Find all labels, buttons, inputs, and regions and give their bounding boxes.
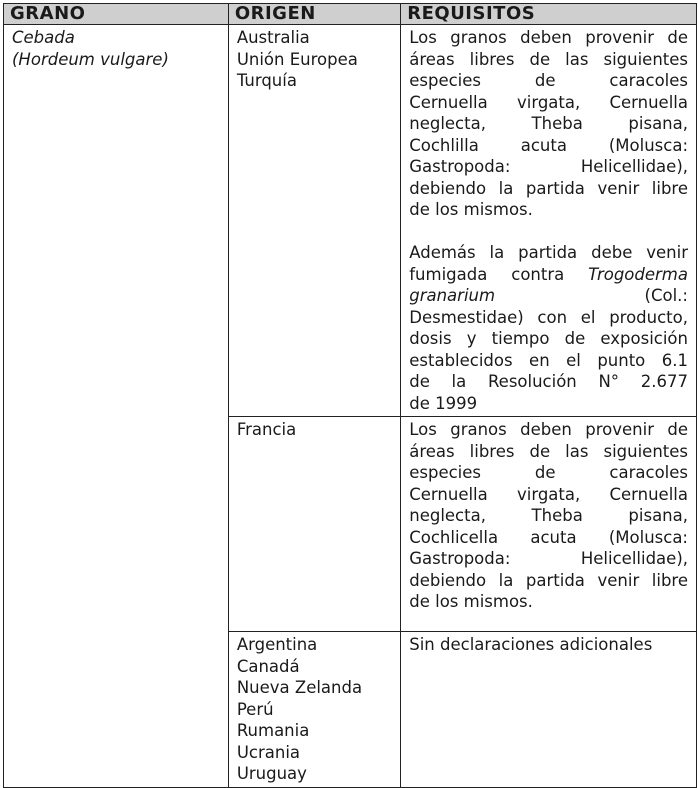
grain-cell xyxy=(4,25,229,788)
requirement-line xyxy=(409,285,688,307)
requirement-line: de los mismos. xyxy=(409,592,533,611)
requirement-line: de los mismos. xyxy=(409,200,533,219)
origin-cell xyxy=(228,632,400,788)
requirement-line: neglecta, Theba pisana, xyxy=(409,114,688,133)
requirement-line: de la Resolución N° 2.677 xyxy=(409,372,688,391)
origin-item: Rumania xyxy=(236,721,310,740)
requirement-line: Cochlilla acuta (Molusca: xyxy=(409,135,688,155)
origin-item: Unión Europea xyxy=(236,49,358,69)
requirement-line: Sin declaraciones adicionales xyxy=(409,635,653,654)
requirement-cell xyxy=(401,632,697,788)
origin-item: Canadá xyxy=(236,656,300,676)
requirement-line: Gastropoda: Helicellidae), xyxy=(409,157,688,176)
origin-item: Turquía xyxy=(236,71,297,90)
requirement-text: (Col.: xyxy=(644,286,688,305)
header-requisitos: REQUISITOS xyxy=(401,4,697,25)
origin-item: Ucrania xyxy=(236,742,301,762)
requirement-cell xyxy=(401,417,697,632)
table-row xyxy=(4,25,697,417)
requirement-cell xyxy=(401,25,697,417)
header-grano: GRANO xyxy=(4,4,229,25)
origin-item: Perú xyxy=(236,699,274,719)
requirement-line: especies de caracoles xyxy=(409,463,688,482)
requirement-line: áreas libres de las siguientes xyxy=(409,441,688,461)
requirement-line: Cernuella virgata, Cernuella xyxy=(409,484,688,504)
header-row xyxy=(4,4,697,25)
origin-cell xyxy=(228,25,400,417)
grain-scientific-name: (Hordeum vulgare) xyxy=(12,49,169,69)
requirement-text: fumigada contra xyxy=(409,264,565,284)
requirement-line: Los granos deben provenir de xyxy=(409,420,688,439)
origin-cell xyxy=(228,417,400,632)
requirement-line: debiendo la partida venir libre xyxy=(409,178,688,198)
requirement-line: Cochlicella acuta (Molusca: xyxy=(409,527,688,547)
requirement-line: establecidos en el punto 6.1 xyxy=(409,350,688,370)
origin-item: Francia xyxy=(236,420,297,439)
origin-item: Argentina xyxy=(236,635,318,654)
requirement-line: Los granos deben provenir de xyxy=(409,28,688,47)
requirement-line: Desmestidae) con el producto, xyxy=(409,307,688,327)
requirement-line xyxy=(409,264,688,286)
requirement-line: Gastropoda: Helicellidae), xyxy=(409,549,688,568)
origin-item: Uruguay xyxy=(236,764,307,783)
grain-name: Cebada xyxy=(12,28,75,47)
requirement-line: debiendo la partida venir libre xyxy=(409,570,688,590)
requirement-line: Cernuella virgata, Cernuella xyxy=(409,92,688,112)
requirement-line: Además la partida debe venir xyxy=(409,243,688,262)
requirement-line: especies de caracoles xyxy=(409,71,688,90)
requirement-line: áreas libres de las siguientes xyxy=(409,49,688,69)
requirements-table xyxy=(3,3,697,788)
origin-item: Australia xyxy=(236,28,310,47)
requirement-line: neglecta, Theba pisana, xyxy=(409,506,688,525)
species-name-italic: Trogoderma xyxy=(588,264,688,284)
paragraph-gap xyxy=(409,221,688,243)
origin-item: Nueva Zelanda xyxy=(236,678,363,697)
requirement-line: de 1999 xyxy=(409,393,478,413)
requirement-line: dosis y tiempo de exposición xyxy=(409,329,688,348)
species-name-italic: granarium xyxy=(409,286,496,305)
header-origen: ORIGEN xyxy=(228,4,400,25)
